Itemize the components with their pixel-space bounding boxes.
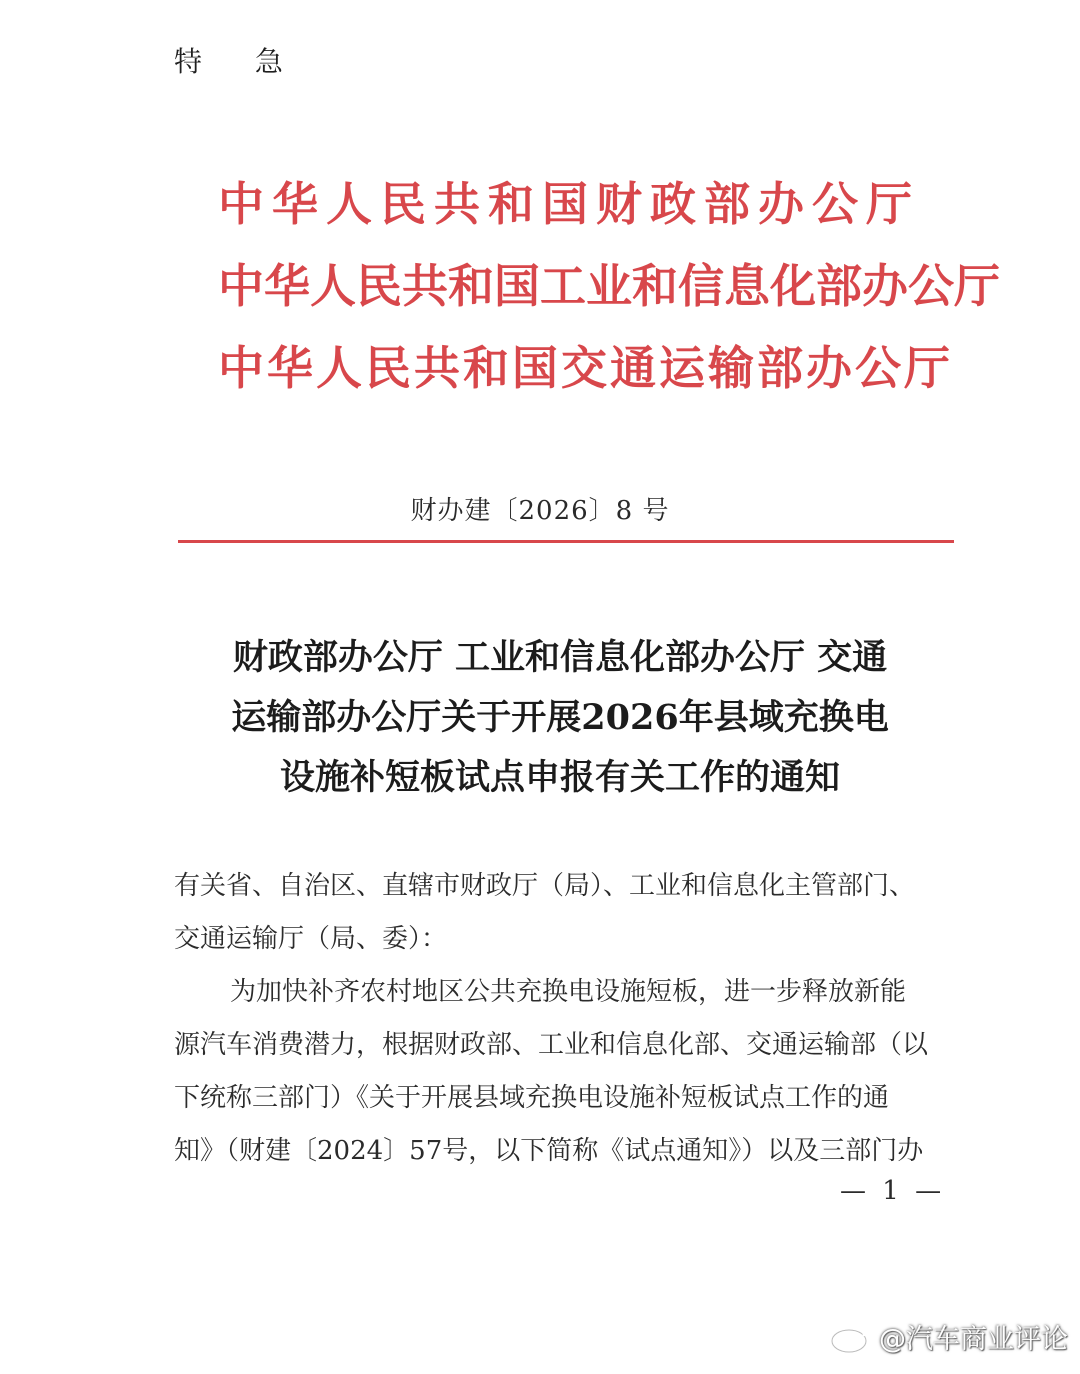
urgency-label: 特 急 — [174, 45, 305, 78]
watermark-text: @汽车商业评论 — [879, 1324, 1068, 1355]
paragraph-line: 知》（财建〔2024〕57号，以下简称《试点通知》）以及三部门办 — [174, 1136, 924, 1166]
page-number: — 1 — — [840, 1176, 946, 1206]
issuer-industry-it: 中华人民共和国工业和信息化部办公厅 — [218, 259, 1000, 313]
paragraph-line: 为加快补齐农村地区公共充换电设施短板，进一步释放新能 — [230, 977, 907, 1007]
title-line: 设施补短板试点申报有关工作的通知 — [279, 757, 840, 798]
addressee-line: 有关省、自治区、直辖市财政厅（局）、工业和信息化主管部门、 — [174, 871, 916, 901]
addressee-line: 交通运输厅（局、委）： — [174, 924, 448, 954]
paragraph-line: 源汽车消费潜力，根据财政部、工业和信息化部、交通运输部（以 — [174, 1030, 929, 1060]
title-line: 财政部办公厅 工业和信息化部办公厅 交通 — [232, 637, 888, 678]
watermark — [829, 1317, 1068, 1356]
paragraph-line: 下统称三部门）《关于开展县域充换电设施补短板试点工作的通 — [174, 1083, 890, 1113]
issuer-finance: 中华人民共和国财政部办公厅 — [218, 177, 920, 231]
document-title — [160, 628, 960, 808]
document-body — [174, 860, 964, 1178]
red-divider — [178, 540, 954, 543]
document-number: 财办建〔2026〕8 号 — [410, 496, 670, 526]
title-line: 运输部办公厅关于开展2026年县域充换电 — [231, 697, 889, 738]
issuer-transport: 中华人民共和国交通运输部办公厅 — [218, 341, 953, 395]
issuer-block — [218, 163, 1000, 409]
weibo-logo-icon — [829, 1319, 873, 1355]
